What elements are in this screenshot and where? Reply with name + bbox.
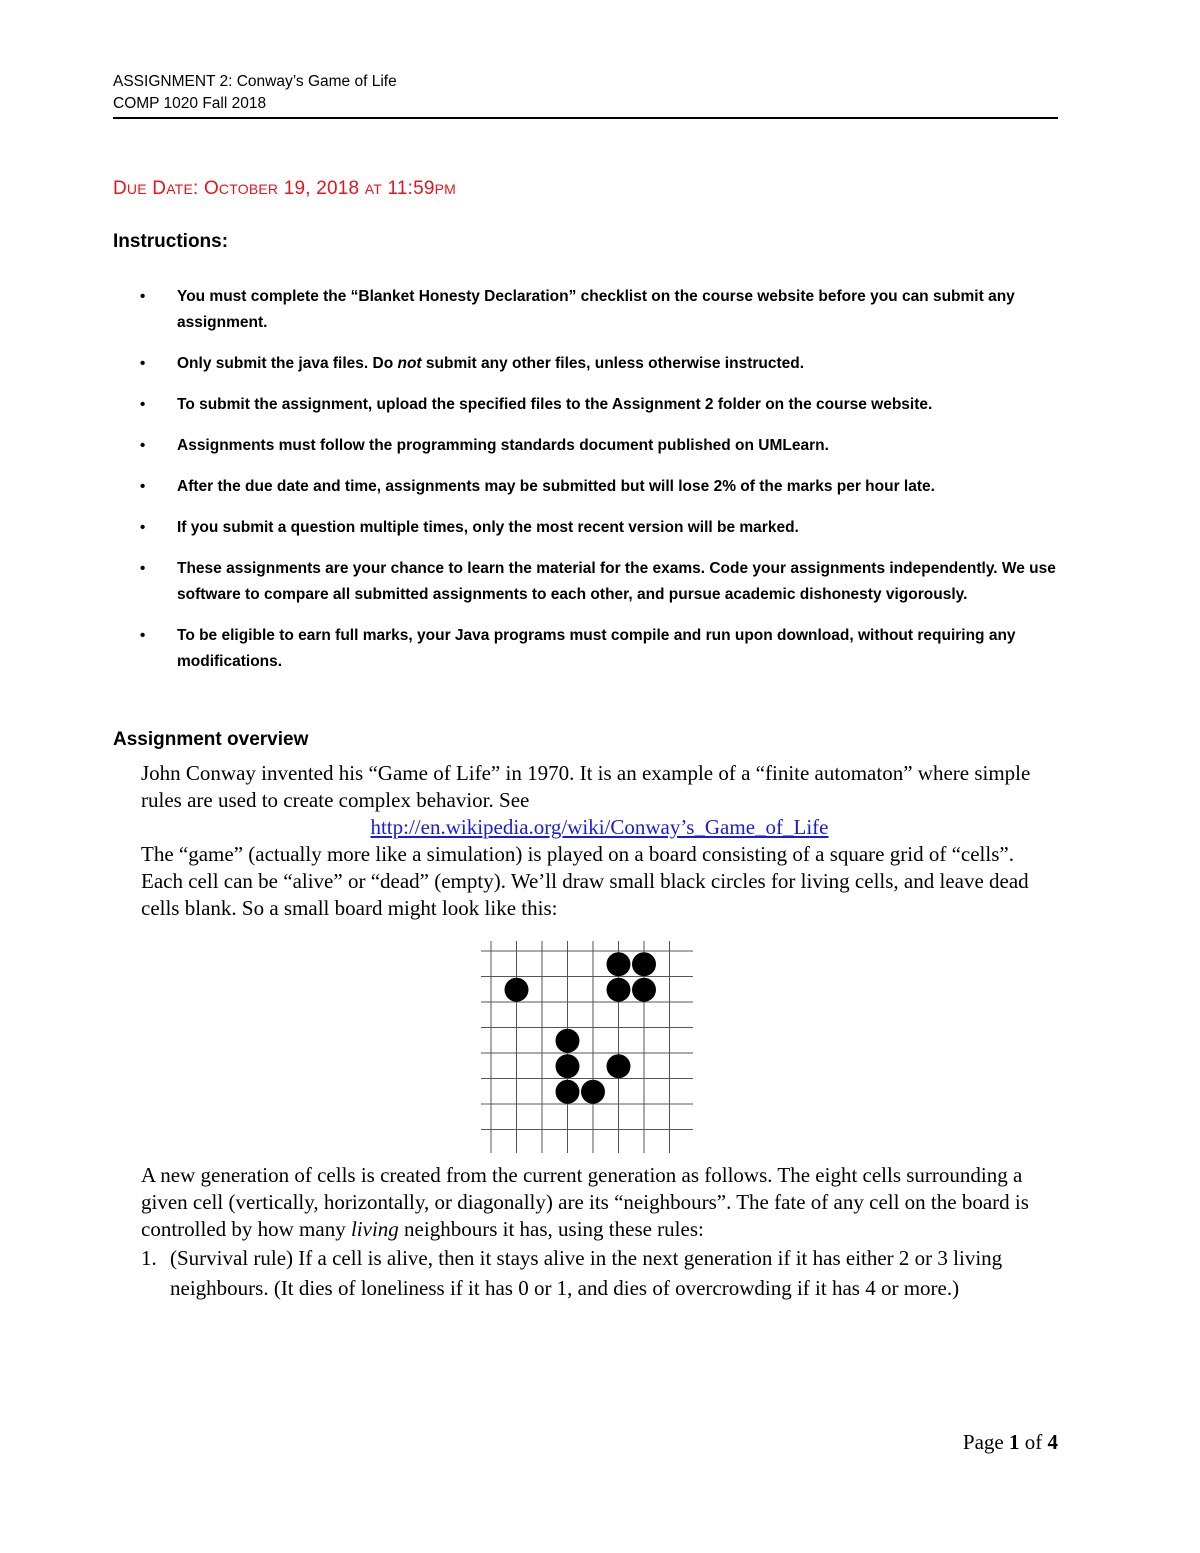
due-text-ctober: CTOBER xyxy=(218,181,279,197)
live-cell xyxy=(505,978,529,1002)
due-date xyxy=(113,178,456,200)
due-text-date: 19, 2018 xyxy=(278,178,365,199)
overview-link-line xyxy=(141,814,1058,841)
due-text-time: 11:59 xyxy=(382,178,435,199)
life-board xyxy=(481,941,693,1153)
instruction-item xyxy=(140,515,1058,541)
instruction-item xyxy=(140,351,1058,377)
overview-paragraph: The “game” (actually more like a simulation) is played on a board consisting of a square grid of “cells”. Each cell can be “alive” or “dead” (empty). We’ll draw small black circles for living cells, and leave dead cells blank. So a small board might look like this: xyxy=(141,842,1029,920)
due-text-pm: PM xyxy=(434,181,457,197)
overview-section xyxy=(141,760,1058,922)
bullet-icon: • xyxy=(140,288,146,305)
instruction-text: You must complete the “Blanket Honesty Declaration” checklist on the course website before you can submit any assignment. xyxy=(177,288,1015,331)
overview-heading: Assignment overview xyxy=(113,729,309,750)
footer-of-word: of xyxy=(1019,1430,1048,1454)
instruction-text: Assignments must follow the programming standards document published on UMLearn. xyxy=(177,437,829,454)
due-text-dd: D xyxy=(146,178,167,199)
bullet-icon: • xyxy=(140,519,146,536)
instructions-heading: Instructions: xyxy=(113,231,229,252)
instruction-text: To submit the assignment, upload the specified files to the Assignment 2 folder on the course website. xyxy=(177,396,933,413)
live-cell xyxy=(607,952,631,976)
due-text-ue: UE xyxy=(126,181,147,197)
page-header xyxy=(113,71,1058,115)
instruction-item xyxy=(140,556,1058,608)
live-cell xyxy=(632,978,656,1002)
instructions-list xyxy=(140,284,1058,690)
page-footer xyxy=(963,1430,1058,1455)
instruction-item xyxy=(140,623,1058,675)
instruction-text: submit any other files, unless otherwise instructed. xyxy=(421,355,805,372)
bullet-icon: • xyxy=(140,396,146,413)
rule-item xyxy=(141,1243,1058,1303)
live-cell xyxy=(632,952,656,976)
rules-section xyxy=(141,1162,1058,1303)
live-cell xyxy=(556,1054,580,1078)
footer-page-word: Page xyxy=(962,1430,1009,1454)
instruction-item xyxy=(140,392,1058,418)
instruction-text: To be eligible to earn full marks, your Java programs must compile and run upon download, without requiring any modifications. xyxy=(177,627,1016,670)
instruction-emphasis: not xyxy=(397,355,422,372)
overview-paragraph: John Conway invented his “Game of Life” in 1970. It is an example of a “finite automaton” where simple rules are used to create complex behavior. See xyxy=(141,761,1031,812)
due-text-d: D xyxy=(113,178,127,199)
rules-paragraph xyxy=(141,1162,1058,1243)
live-cell xyxy=(607,1054,631,1078)
rules-emphasis: living xyxy=(350,1217,399,1241)
instruction-item xyxy=(140,284,1058,336)
footer-page-number: 1 xyxy=(1009,1430,1020,1454)
bullet-icon: • xyxy=(140,560,146,577)
board-grid xyxy=(481,941,693,1153)
live-cell xyxy=(556,1080,580,1104)
live-cell xyxy=(581,1080,605,1104)
instruction-text: These assignments are your chance to learn the material for the exams. Code your assignments independently. We use software to compare all submitted assignments to each other, and pursue academic dishonesty vigorously. xyxy=(177,560,1056,603)
due-text-ate: ATE xyxy=(166,181,193,197)
bullet-icon: • xyxy=(140,355,146,372)
instruction-item xyxy=(140,433,1058,459)
header-title: ASSIGNMENT 2: Conway’s Game of Life xyxy=(113,73,397,90)
bullet-icon: • xyxy=(140,437,146,454)
rules-list xyxy=(141,1243,1058,1303)
bullet-icon: • xyxy=(140,627,146,644)
rules-text: A new generation of cells is created from the current generation as follows. The eight cells surrounding a given cell (vertically, horizontally, or diagonally) are its “neighbours”. The fate of any cell on the board is controlled by how many xyxy=(141,1163,1029,1241)
instruction-text: If you submit a question multiple times, only the most recent version will be marked. xyxy=(177,519,799,536)
header-course: COMP 1020 Fall 2018 xyxy=(113,95,267,112)
rule-number: 1. xyxy=(141,1246,157,1270)
live-cell xyxy=(607,978,631,1002)
wikipedia-link[interactable]: http://en.wikipedia.org/wiki/Conway’s_Game_of_Life xyxy=(370,815,829,839)
due-text-colon: : O xyxy=(192,178,219,199)
instruction-text: Only submit the java files. Do xyxy=(177,355,398,372)
rules-text: neighbours it has, using these rules: xyxy=(398,1217,704,1241)
live-cell xyxy=(556,1029,580,1053)
rule-text: (Survival rule) If a cell is alive, then it stays alive in the next generation if it has either 2 or 3 living neighbours. (It dies of loneliness if it has 0 or 1, and dies of overcrowding if it has 4 or more.) xyxy=(170,1246,1003,1300)
instruction-text: After the due date and time, assignments may be submitted but will lose 2% of the marks per hour late. xyxy=(177,478,935,495)
bullet-icon: • xyxy=(140,478,146,495)
due-text-at: AT xyxy=(364,181,383,197)
header-divider xyxy=(113,117,1058,119)
footer-page-total: 4 xyxy=(1047,1430,1058,1454)
instruction-item xyxy=(140,474,1058,500)
